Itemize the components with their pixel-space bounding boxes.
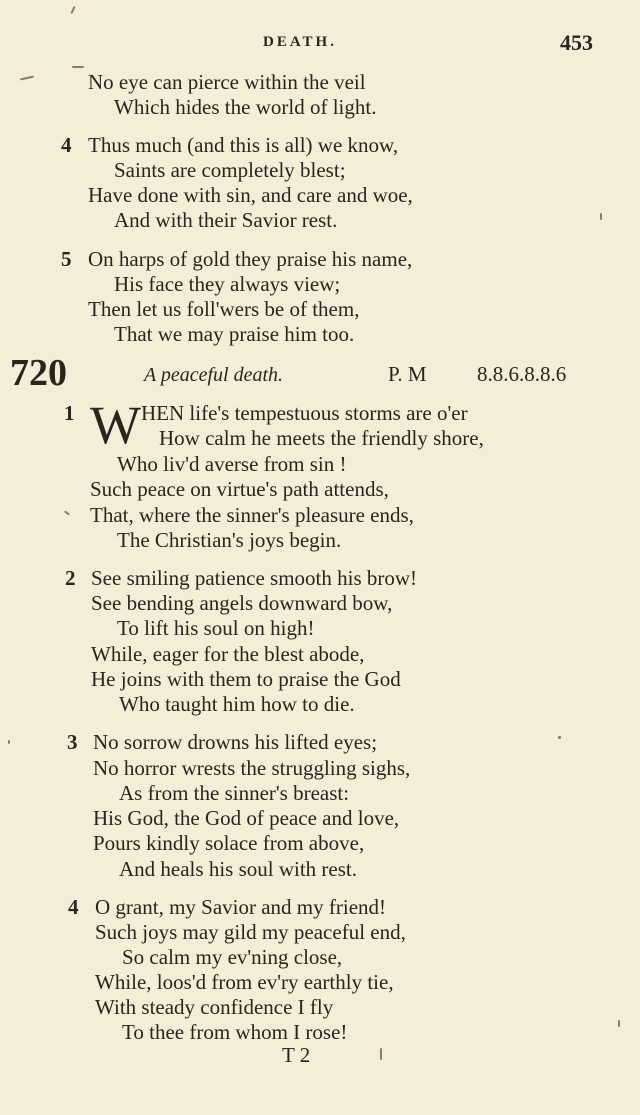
verse-line: So calm my ev'ning close, xyxy=(122,945,343,969)
paper-speck xyxy=(600,213,602,220)
verse-line: His God, the God of peace and love, xyxy=(93,806,400,830)
verse-line: Saints are completely blest; xyxy=(114,158,346,182)
verse-line: HEN life's tempestuous storms are o'er xyxy=(141,401,468,425)
verse-number: 4 xyxy=(68,895,79,919)
verse-line: No sorrow drowns his lifted eyes; xyxy=(93,730,378,754)
verse-line: That we may praise him too. xyxy=(114,322,355,346)
verse-line: Such peace on virtue's path attends, xyxy=(90,477,389,501)
signature-mark: T 2 xyxy=(282,1043,311,1067)
verse-line: As from the sinner's breast: xyxy=(119,781,350,805)
verse-number: 2 xyxy=(65,566,76,590)
verse-line: He joins with them to praise the God xyxy=(91,667,401,691)
verse-line: Who taught him how to die. xyxy=(119,692,355,716)
verse-line: With steady confidence I fly xyxy=(95,995,334,1019)
verse-line: Thus much (and this is all) we know, xyxy=(88,133,399,157)
verse-line: That, where the sinner's pleasure ends, xyxy=(90,503,414,527)
verse-line: O grant, my Savior and my friend! xyxy=(95,895,387,919)
verse-number: 1 xyxy=(64,401,75,425)
verse-line: Then let us foll'wers be of them, xyxy=(88,297,360,321)
verse-line: And heals his soul with rest. xyxy=(119,857,357,881)
verse-line: Such joys may gild my peaceful end, xyxy=(95,920,406,944)
verse-line: To lift his soul on high! xyxy=(117,616,315,640)
hymn-meter: 8.8.6.8.8.6 xyxy=(477,362,567,386)
paper-speck xyxy=(70,6,75,14)
verse-line: While, eager for the blest abode, xyxy=(91,642,365,666)
running-header: DEATH. xyxy=(263,34,337,50)
verse-line: To thee from whom I rose! xyxy=(122,1020,348,1044)
verse-number: 4 xyxy=(61,133,72,157)
verse-line: See bending angels downward bow, xyxy=(91,591,393,615)
verse-number: 5 xyxy=(61,247,72,271)
paper-speck xyxy=(380,1048,382,1060)
paper-speck xyxy=(618,1020,620,1027)
meter-label: P. M xyxy=(388,362,427,386)
verse-line: See smiling patience smooth his brow! xyxy=(91,566,418,590)
verse-line: No eye can pierce within the veil xyxy=(88,70,366,94)
paper-speck xyxy=(20,76,34,81)
page-number: 453 xyxy=(560,30,593,55)
verse-line: Pours kindly solace from above, xyxy=(93,831,365,855)
paper-speck xyxy=(72,66,84,68)
verse-line: And with their Savior rest. xyxy=(114,208,338,232)
paper-speck xyxy=(8,740,10,744)
verse-line: How calm he meets the friendly shore, xyxy=(159,426,484,450)
verse-line: On harps of gold they praise his name, xyxy=(88,247,413,271)
drop-cap: W xyxy=(90,395,141,455)
verse-number: 3 xyxy=(67,730,78,754)
hymn-title: A peaceful death. xyxy=(144,364,284,386)
verse-line: His face they always view; xyxy=(114,272,341,296)
verse-line: No horror wrests the struggling sighs, xyxy=(93,756,411,780)
verse-line: Have done with sin, and care and woe, xyxy=(88,183,413,207)
paper-speck xyxy=(558,736,561,739)
verse-line: Which hides the world of light. xyxy=(114,95,377,119)
hymn-number: 720 xyxy=(10,352,67,394)
verse-line: The Christian's joys begin. xyxy=(117,528,342,552)
paper-speck xyxy=(64,510,70,515)
verse-line: Who liv'd averse from sin ! xyxy=(117,452,347,476)
verse-line: While, loos'd from ev'ry earthly tie, xyxy=(95,970,394,994)
